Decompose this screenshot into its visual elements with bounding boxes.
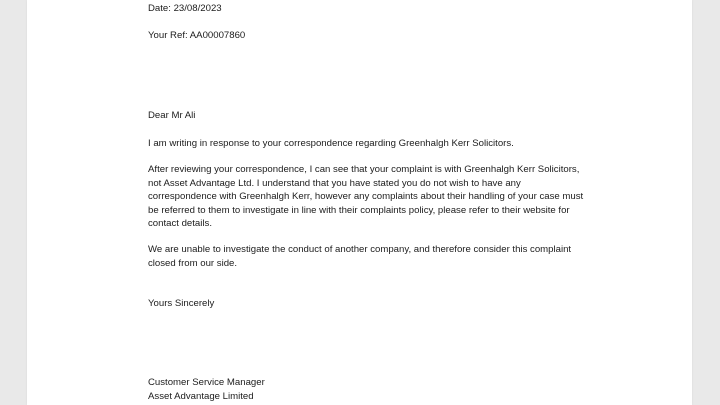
- signatory-title: Customer Service Manager: [148, 377, 265, 388]
- salutation: Dear Mr Ali: [148, 110, 196, 121]
- letter-page: [27, 0, 692, 405]
- opening-paragraph: I am writing in response to your correspondence regarding Greenhalgh Kerr Solicitors.: [148, 138, 514, 149]
- reference-number: Your Ref: AA00007860: [148, 30, 246, 41]
- signatory-company: Asset Advantage Limited: [148, 391, 254, 402]
- closing: Yours Sincerely: [148, 298, 215, 309]
- body-paragraph: After reviewing your correspondence, I can see that your complaint is with Greenhalgh Kerr Solicitors, not Asset Advantage Ltd. I understand that you have stated you do not wish to have any correspondence with Greenhalgh Kerr, however any complaints about their handling of your case must be referred to them to investigate in line with their complaints policy, please refer to their website for contact details.: [148, 164, 584, 230]
- letter-date: Date: 23/08/2023: [148, 3, 222, 14]
- conclusion-paragraph: We are unable to investigate the conduct of another company, and therefore consider this complaint closed from our side.: [148, 244, 572, 269]
